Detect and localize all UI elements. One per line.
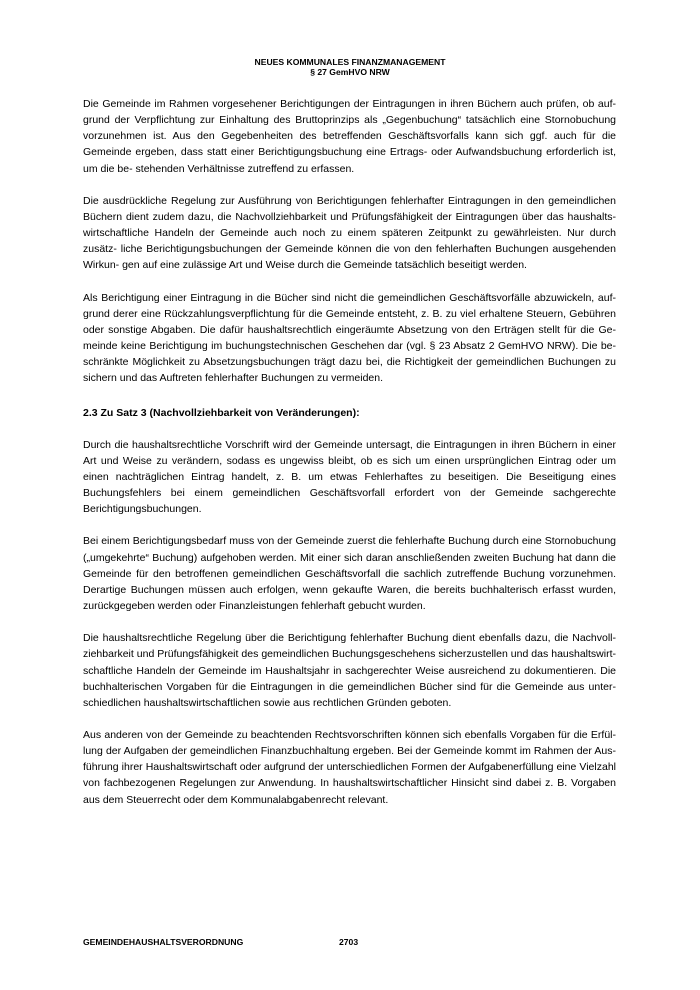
header-subtitle: § 27 GemHVO NRW (310, 67, 390, 77)
paragraph: Bei einem Berichtigungsbedarf muss von der Gemeinde zuerst die fehlerhafte Buchung durch eine Stornobuchung („umgekehrte“ Buchung) aufgehoben werden. Mit einer sich daran anschließenden zweiten Buchung hat dann die Gemeinde für den betroffenen gemeindlichen Geschäftsvorfall die sachlich zutreffende Buchung vorzunehmen. Derartige Buchungen müssen auch erfolgen, wenn gekaufte Waren, die bereits buchhalterisch erfasst wurden, zurückgegeben werden oder Finanzleistungen fehlerhaft gebucht wurden. (83, 535, 616, 613)
paragraph: Als Berichtigung einer Eintragung in die Bücher sind nicht die gemeindlichen Geschäftsvorfälle abzuwickeln, auf- grund derer eine Rückzahlungsverpflichtung für die Gemeinde entsteht, z. B. zu viel erhaltene Steuern, Gebühren oder sonstige Abgaben. Die dafür haushaltsrechtlich eingeräumte Absetzung von den Erträgen stellt für die Ge- meinde keine Berichtigung im buchungstechnischen Geschehen dar (vgl. § 23 Absatz 2 GemHVO NRW). Die be- schränkte Möglichkeit zu Absetzungsbuchungen trägt dazu bei, die Richtigkeit der gemeindlichen Buchungen zu sichern und das Auftreten fehlerhafter Buchungen zu vermeiden. (83, 291, 616, 385)
section-heading: 2.3 Zu Satz 3 (Nachvollziehbarkeit von Veränderungen): (83, 406, 360, 419)
footer-title: GEMEINDEHAUSHALTSVERORDNUNG (83, 937, 244, 947)
paragraph: Die Gemeinde im Rahmen vorgesehener Berichtigungen der Eintragungen in ihren Büchern auch prüfen, ob auf- grund der Verpflichtung zur Einhaltung des Bruttoprinzips als „Gegenbuchung“ tatsächlich eine Stornobuchung vorzunehmen ist. Aus den Gegebenheiten des betreffenden Geschäftsvorfalls kann sich ggf. auch für die Gemeinde ergeben, dass statt einer Berichtigungsbuchung eine Ertrags- oder Aufwandsbuchung erforderlich ist, um die be- stehenden Verhältnisse zutreffend zu erfassen. (83, 98, 616, 175)
page-number: 2703 (339, 937, 359, 947)
document-body (83, 96, 616, 824)
page-header (0, 57, 700, 77)
paragraph: Die haushaltsrechtliche Regelung über die Berichtigung fehlerhafter Buchung dient ebenfalls dazu, die Nachvoll- ziehbarkeit und Prüfungsfähigkeit des gemeindlichen Buchungsgeschehens sicherzustellen und das haushaltswirt- schaftliche Handeln der Gemeinde im Haushaltsjahr in sachgerechter Weise ausreichend zu dokumentieren. Die buchhalterischen Vorgaben für die Eintragungen in die gemeindlichen Bücher sind für die Gemeinde aus unter- schiedlichen haushaltswirtschaftlichen sowie aus rechtlichen Gründen geboten. (83, 632, 616, 709)
paragraph: Durch die haushaltsrechtliche Vorschrift wird der Gemeinde untersagt, die Eintragungen in ihren Büchern in einer Art und Weise zu verändern, sodass es ungewiss bleibt, ob es sich um einen ursprünglichen Eintrag oder um einen nachträglichen Eintrag handelt, z. B. um etwas Fehlerhaftes zu beseitigen. Die Beseitigung eines Buchungsfehlers bei einem gemeindlichen Geschäftsvorfall erfordert von der Gemeinde sachgerechte Berichtigungsbuchungen. (83, 438, 616, 516)
paragraph: Die ausdrückliche Regelung zur Ausführung von Berichtigungen fehlerhafter Eintragungen in den gemeindlichen Büchern dient zudem dazu, die Nachvollziehbarkeit und Prüfungsfähigkeit der Eintragungen über das haushalts- wirtschaftliche Handeln der Gemeinde auch noch zu einem späteren Zeitpunkt zu gewährleisten. Nur durch zusätz- liche Berichtigungsbuchungen der Gemeinde können die von den fehlerhaften Buchungen ausgehenden Wirkun- gen auf eine zulässige Art und Weise durch die Gemeinde tatsächlich beseitigt werden. (83, 194, 616, 272)
header-title: NEUES KOMMUNALES FINANZMANAGEMENT (254, 57, 446, 67)
paragraph: Aus anderen von der Gemeinde zu beachtenden Rechtsvorschriften können sich ebenfalls Vorgaben für die Erfül- lung der Aufgaben der gemeindlichen Finanzbuchhaltung ergeben. Bei der Gemeinde kommt im Rahmen der Aus- führung ihrer Haushaltswirtschaft oder aufgrund der unterschiedlichen Formen der Aufgabenerfüllung eine Vielzahl von fachbezogenen Regelungen zur Anwendung. In haushaltswirtschaftlicher Hinsicht sind dabei z. B. Vorgaben aus dem Steuerrecht oder dem Kommunalabgabenrecht relevant. (83, 729, 616, 806)
